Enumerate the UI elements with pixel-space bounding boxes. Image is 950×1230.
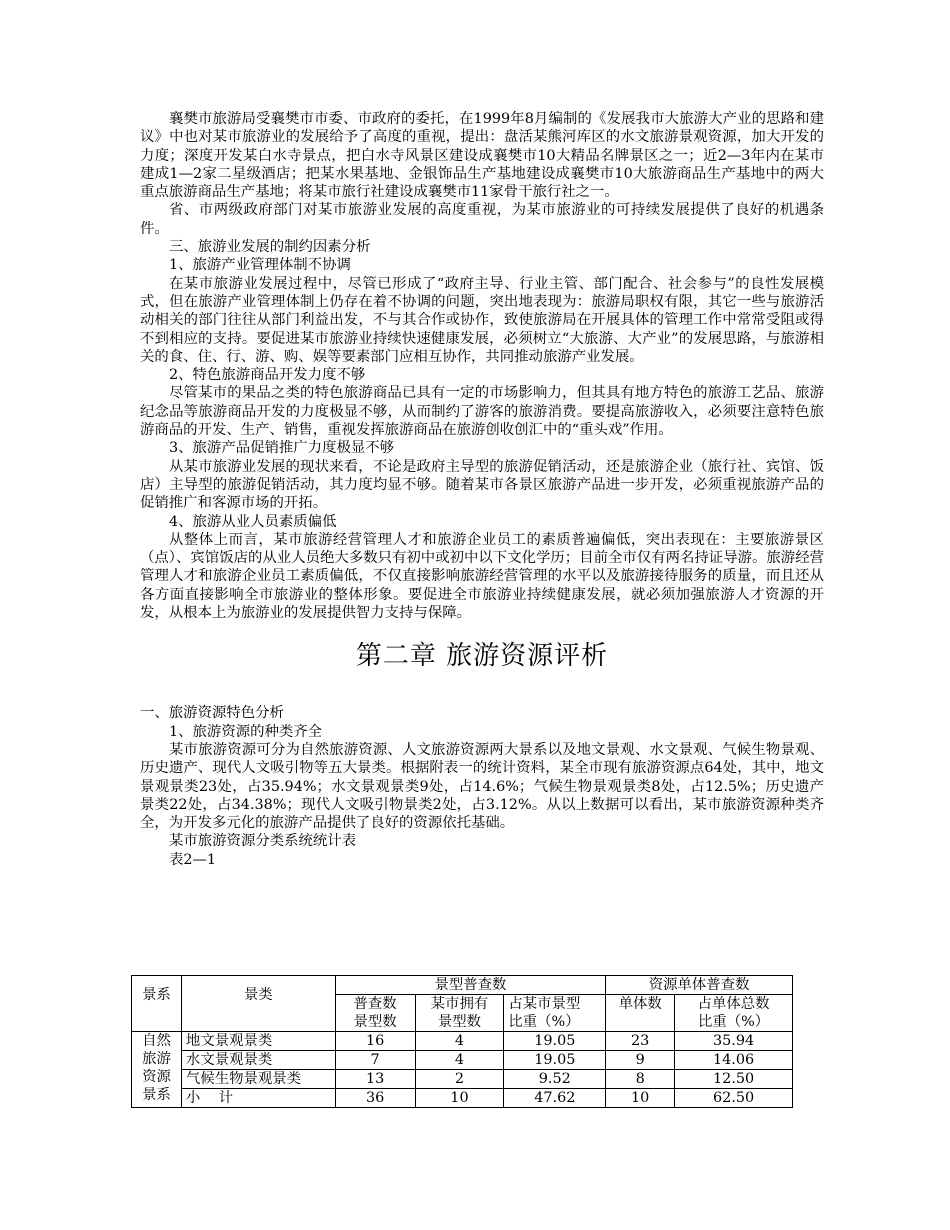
cell: 47.62 [504,1089,606,1108]
header-c1: 普查数 景型数 [335,995,415,1032]
group-label: 自然 旅游 资源 景系 [132,1032,182,1108]
document-body [140,110,824,869]
header-group-jingxing: 景型普查数 [335,976,606,995]
cell: 23 [606,1032,675,1051]
header-c2: 某市拥有 景型数 [415,995,504,1032]
table-row [132,1089,793,1108]
section-heading: 1、旅游产业管理体制不协调 [169,257,351,274]
section-intro [140,110,824,622]
section-heading: 4、旅游从业人员素质偏低 [169,513,337,530]
header-c4: 单体数 [606,995,675,1032]
paragraph: 在某市旅游业发展过程中，尽管已形成了“政府主导、行业主管、部门配合、社会参与”的良性发展模式，但在旅游产业管理体制上仍存在着不协调的问题，突出地表现为：旅游局职权有限，其它一些与旅游活动相关的部门往往从部门利益出发，不与其合作或协作，致使旅游局在开展具体的管理工作中常常受阻或得不到相应的支持。要促进某市旅游业持续快速健康发展，必须树立“大旅游、大产业”的发展思路，与旅游相关的食、住、行、游、购、娱等要素部门应相互协作，共同推动旅游产业发展。 [140,275,824,365]
section-heading: 2、特色旅游商品开发力度不够 [169,367,366,384]
cell: 8 [606,1070,675,1089]
section-heading: 三、旅游业发展的制约因素分析 [169,239,371,256]
header-jinglei: 景类 [181,976,335,1032]
cell: 13 [335,1070,415,1089]
cell: 19.05 [504,1032,606,1051]
paragraph: 某市旅游资源可分为自然旅游资源、人文旅游资源两大景系以及地文景观、水文景观、气候生物景观、历史遗产、现代人文吸引物等五大景类。根据附表一的统计资料，某全市现有旅游资源点64处，其中，地文景观景类23处，占35.94%；水文景观景类9处，占14.6%；气候生物景观景类8处，占12.5%；历史遗产景类22处，占34.38%；现代人文吸引物景类2处，占3.12%。从以上数据可以看出，某市旅游资源种类齐全，为开发多元化的旅游产品提供了良好的资源依托基础。 [140,741,824,832]
header-c5: 占单体总数 比重（%） [675,995,793,1032]
cell: 4 [415,1051,504,1070]
table-row [132,1070,793,1089]
cell: 7 [335,1051,415,1070]
cell: 16 [335,1032,415,1051]
paragraph: 从某市旅游业发展的现状来看，不论是政府主导型的旅游促销活动，还是旅游企业（旅行社、宾馆、饭店）主导型的旅游促销活动，其力度均显不够。随着某市各景区旅游产品进一步开发，必须重视旅游产品的促销推广和客源市场的开拓。 [140,458,824,512]
cell: 62.50 [675,1089,793,1108]
header-jingxi: 景系 [132,976,182,1032]
section-heading: 1、旅游资源的种类齐全 [169,723,323,740]
paragraph: 省、市两级政府部门对某市旅游业发展的高度重视，为某市旅游业的可持续发展提供了良好的机遇条件。 [140,202,824,237]
cell: 35.94 [675,1032,793,1051]
paragraph: 从整体上而言，某市旅游经营管理人才和旅游企业员工的素质普遍偏低，突出表现在：主要旅游景区（点）、宾馆饭店的从业人员绝大多数只有初中或初中以下文化学历；目前全市仅有两名持证导游。旅游经营管理人才和旅游企业员工素质偏低，不仅直接影响旅游经营管理的水平以及旅游接待服务的质量，而且还从各方面直接影响全市旅游业的整体形象。要促进全市旅游业持续健康发展，就必须加强旅游人才资源的开发，从根本上为旅游业的发展提供智力支持与保障。 [140,531,824,622]
cell: 36 [335,1089,415,1108]
table-row [132,1051,793,1070]
section-heading: 一、旅游资源特色分析 [140,705,284,722]
paragraph: 尽管某市的果品之类的特色旅游商品已具有一定的市场影响力，但其具有地方特色的旅游工艺品、旅游纪念品等旅游商品开发的力度极显不够，从而制约了游客的旅游消费。要提高旅游收入，必须要注意特色旅游商品的开发、生产、销售，重视发挥旅游商品在旅游创收创汇中的“重头戏”作用。 [140,385,824,439]
row-name: 小 计 [181,1089,335,1108]
cell: 9.52 [504,1070,606,1089]
section-resources [140,704,824,869]
cell: 10 [415,1089,504,1108]
cell: 14.06 [675,1051,793,1070]
cell: 10 [606,1089,675,1108]
cell: 12.50 [675,1070,793,1089]
cell: 2 [415,1070,504,1089]
paragraph: 襄樊市旅游局受襄樊市市委、市政府的委托，在1999年8月编制的《发展我市大旅游大产业的思路和建议》中也对某市旅游业的发展给予了高度的重视，提出：盘活某熊河库区的水文旅游景观资源，加大开发的力度；深度开发某白水寺景点，把白水寺风景区建设成襄樊市10大精品名牌景区之一；近2—3年内在某市建成1—2家二星级酒店；把某水果基地、金银饰品生产基地建设成襄樊市10大旅游商品生产基地中的两大重点旅游商品生产基地；将某市旅行社建设成襄樊市11家骨干旅行社之一。 [140,111,824,201]
table-header-row [132,976,793,995]
section-heading: 3、旅游产品促销推广力度极显不够 [169,440,395,457]
header-group-danti: 资源单体普查数 [606,976,793,995]
section-heading: 某市旅游资源分类系统统计表 [169,833,357,850]
row-name: 气候生物景观景类 [181,1070,335,1089]
row-name: 水文景观景类 [181,1051,335,1070]
row-name: 地文景观景类 [181,1032,335,1051]
cell: 19.05 [504,1051,606,1070]
table-row [132,1032,793,1051]
resource-stats-table [131,975,793,1108]
header-c3: 占某市景型 比重（%） [504,995,606,1032]
cell: 9 [606,1051,675,1070]
section-heading: 表2—1 [169,851,217,868]
cell: 4 [415,1032,504,1051]
chapter-title: 第二章 旅游资源评析 [355,641,609,672]
